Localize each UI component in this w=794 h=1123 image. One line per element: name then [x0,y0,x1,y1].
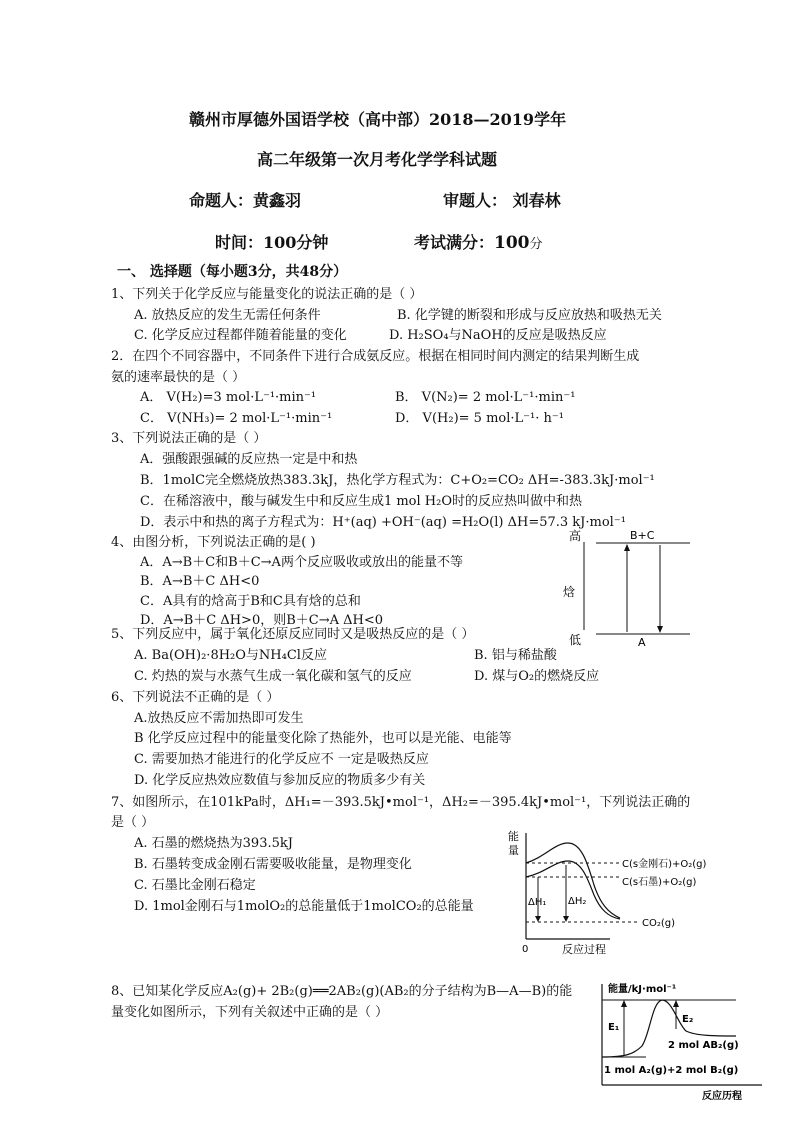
q7-fig-energy-2: 量 [508,844,519,857]
q8-fig-product-label: 2 mol AB₂(g) [668,1040,739,1051]
q6-option-b: B 化学反应过程中的能量变化除了热能外，也可以是光能、电能等 [134,731,512,746]
q4-option-a: A．A→B＋C和B＋C→A两个反应吸收或放出的能量不等 [140,555,463,570]
exam-title: 高二年级第一次月考化学学科试题 [257,150,498,169]
q8-energy-diagram [586,978,776,1106]
q8-fig-e2-label: E₂ [682,1014,694,1025]
q7-stem-2: 是（ ） [111,815,155,830]
q7-fig-co2-label: CO₂(g) [642,918,676,929]
q2-stem-2: 氨的速率最快的是（ ） [111,370,246,385]
q2-option-c: C． V(NH₃)= 2 mol·L⁻¹·min⁻¹ [140,411,333,426]
q7-fig-dh1-label: ΔH₁ [528,897,547,908]
q8-stem-2: 量变化如图所示，下列有关叙述中正确的是（ ） [111,1005,389,1020]
q5-option-d: D. 煤与O₂的燃烧反应 [474,669,600,684]
q6-stem: 6、下列说法不正确的是（ ） [111,690,280,705]
q7-fig-x-label: 反应过程 [562,943,606,956]
q7-fig-dh1-arrow-head [535,916,541,922]
q8-fig-reactant-label: 1 mol A₂(g)+2 mol B₂(g) [604,1065,739,1076]
q6-option-c: C. 需要加热才能进行的化学反应不 一定是吸热反应 [134,752,429,767]
q2-option-b: B． V(N₂)= 2 mol·L⁻¹·min⁻¹ [395,390,576,405]
q2-option-d: D． V(H₂)= 5 mol·L⁻¹· h⁻¹ [395,411,564,426]
q8-fig-y-label: 能量/kJ·mol⁻¹ [608,984,677,995]
q1-option-d: D. H₂SO₄与NaOH的反应是吸热反应 [389,328,607,343]
full-score [414,233,543,255]
q7-option-a: A. 石墨的燃烧热为393.5kJ [134,836,293,851]
q5-option-b: B. 铝与稀盐酸 [474,648,557,663]
score-label: 考试满分： [414,233,495,252]
q7-fig-diamond-label: C(s金刚石)+O₂(g) [622,859,707,870]
q1-option-b: B. 化学键的断裂和形成与反应放热和吸热无关 [397,308,662,323]
q8-stem-1: 8、已知某化学反应A₂(g)+ 2B₂(g)══2AB₂(g)(AB₂的分子结构为B—A—B)的能 [111,984,573,999]
q7-option-b: B. 石墨转变成金刚石需要吸收能量，是物理变化 [134,857,412,872]
q6-option-d: D. 化学反应热效应数值与参加反应的物质多少有关 [134,773,426,788]
q3-option-a: A．强酸跟强碱的反应热一定是中和热 [140,452,358,467]
q4-fig-axis-label: 焓 [563,585,576,599]
q4-fig-high: 高 [569,529,582,543]
q4-stem: 4、由图分析，下列说法正确的是( ) [111,535,316,550]
q7-option-c: C. 石墨比金刚石稳定 [134,878,256,893]
setter: 命题人：黄鑫羽 [189,191,302,210]
q7-stem-1: 7、如图所示，在101kPa时，ΔH₁=－393.5kJ•mol⁻¹，ΔH₂=－395.4kJ•mol⁻¹，下列说法正确的 [111,795,691,810]
q3-option-c: C．在稀溶液中，酸与碱发生中和反应生成1 mol H₂O时的反应热叫做中和热 [140,494,583,509]
q2-stem-1: 2．在四个不同容器中，不同条件下进行合成氨反应。根据在相同时间内测定的结果判断生成 [111,349,640,364]
q4-fig-arrow-down-head [657,626,663,633]
q4-fig-top-label: B+C [630,529,655,542]
q3-stem: 3、下列说法正确的是（ ） [111,431,267,446]
q3-option-b: B．1molC完全燃烧放热383.3kJ，热化学方程式为：C+O₂=CO₂ ΔH=-383.3kJ·mol⁻¹ [140,473,655,488]
section-title: 一、 选择题（每小题3分，共48分） [117,264,348,280]
q6-option-a: A.放热反应不需加热即可发生 [134,711,304,726]
reviewer: 审题人： 刘春林 [443,191,561,210]
q4-fig-arrow-up-head [624,544,630,551]
q8-fig-e1-label: E₁ [608,1022,620,1033]
q7-fig-graphite-label: C(s石墨)+O₂(g) [622,877,697,888]
q4-option-b: B．A→B＋C ΔH<0 [140,574,260,589]
q4-option-c: C．A具有的焓高于B和C具有焓的总和 [140,594,361,609]
q4-enthalpy-diagram [560,522,695,650]
q1-option-a: A. 放热反应的发生无需任何条件 [134,308,321,323]
q5-option-a: A. Ba(OH)₂·8H₂O与NH₄Cl反应 [134,648,327,663]
q7-fig-dh2-arrow-head [563,916,569,922]
q7-energy-diagram [500,825,725,957]
q3-option-d: D．表示中和热的离子方程式为：H⁺(aq) +OH⁻(aq) =H₂O(l) ΔH=57.3 kJ·mol⁻¹ [140,515,626,530]
q1-option-c: C. 化学反应过程都伴随着能量的变化 [134,328,347,343]
score-unit: 分 [529,237,543,252]
q7-fig-energy-1: 能 [508,830,519,843]
q8-fig-e1-arrow-head [621,1000,627,1007]
q7-option-d: D. 1mol金刚石与1molO₂的总能量低于1molCO₂的总能量 [134,899,474,914]
q4-fig-bottom-label: A [638,636,646,649]
q8-fig-e2-arrow-head [673,1000,679,1007]
q7-fig-origin: 0 [522,944,529,955]
q4-fig-low: 低 [569,633,582,647]
exam-time: 时间：100分钟 [215,233,329,252]
q7-fig-curve-graphite [526,861,620,919]
q2-option-a: A． V(H₂)=3 mol·L⁻¹·min⁻¹ [140,390,317,405]
school-title: 赣州市厚德外国语学校（高中部）2018—2019学年 [189,110,567,129]
q8-fig-x-label: 反应历程 [702,1091,742,1102]
q7-fig-dh2-label: ΔH₂ [568,896,587,907]
q4-option-d: D．A→B＋C ΔH>0，则B＋C→A ΔH<0 [140,613,384,628]
q5-stem: 5、下列反应中，属于氧化还原反应同时又是吸热反应的是（ ） [111,627,475,642]
q1-stem: 1、下列关于化学反应与能量变化的说法正确的是（ ） [111,287,423,302]
q5-option-c: C. 灼热的炭与水蒸气生成一氧化碳和氢气的反应 [134,669,412,684]
score-value: 100 [494,233,530,253]
